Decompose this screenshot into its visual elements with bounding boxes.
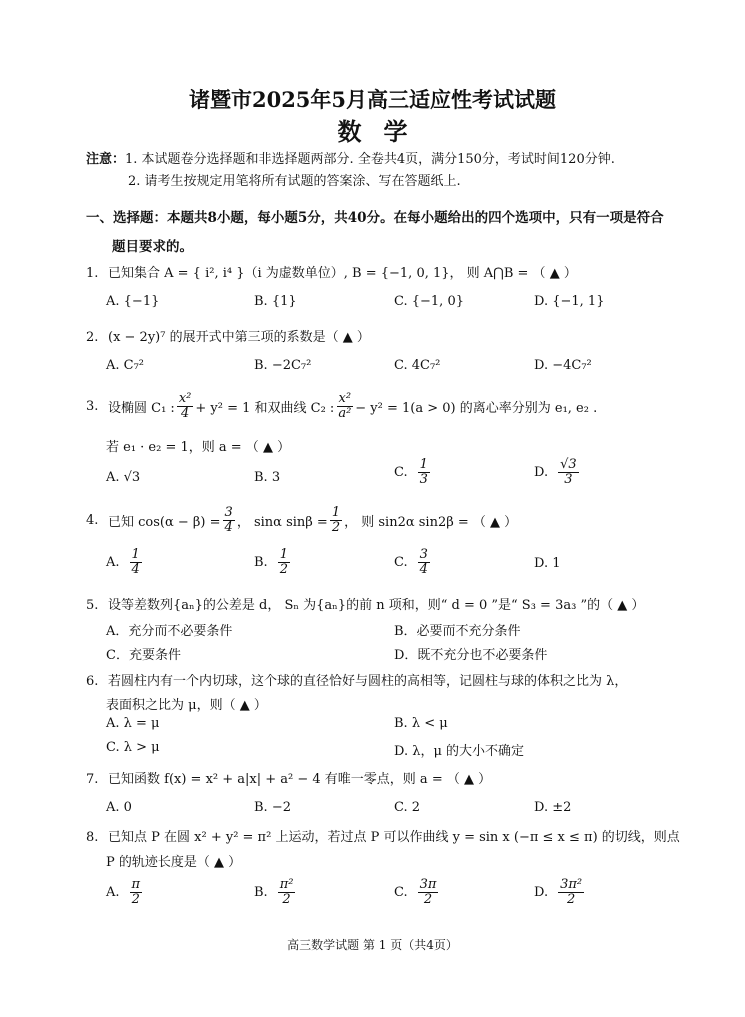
question-2 [86,326,370,345]
q2-option-d: D. −4C₇² [534,358,592,373]
fraction-denominator: 4 [180,405,190,421]
option-letter: D. [534,464,549,480]
fraction-denominator: 2 [423,891,433,907]
option-letter: D. [534,884,549,900]
q6-option-a: A. λ = μ [106,716,160,731]
fraction-denominator: 4 [419,561,428,577]
question-stem-part: 设椭圆 C₁ : [108,400,175,416]
question-stem: 已知函数 f(x) = x² + a|x| + a² − 4 有唯一零点，则 a = （ ▲ ） [108,772,492,787]
q2-option-a: A. C₇² [106,358,145,373]
question-stem-part: − y² = 1(a > 0) 的离心率分别为 e₁, e₂ . [355,400,598,416]
option-letter: B. [254,884,268,900]
question-stem-part: 已知 cos(α − β) = [108,514,221,530]
q5-option-c: C．充要条件 [106,648,181,663]
question-number: 1. [86,266,99,281]
option-letter: C. [394,884,408,900]
fraction-option [558,878,584,906]
question-stem: (x − 2y)⁷ 的展开式中第三项的系数是（ ▲ ） [108,330,370,345]
question-number: 3. [86,398,99,414]
fraction-option [418,548,430,576]
question-stem: 设等差数列{aₙ}的公差是 d， Sₙ 为{aₙ}的前 n 项和，则“ d = 0 ”是“ S₃ = 3a₃ ”的（ ▲ ） [108,598,645,613]
question-8 [86,826,680,845]
fraction-numerator: 3π² [560,877,583,892]
fraction-denominator: 2 [282,891,291,907]
option-letter: A. [106,884,120,900]
question-number: 8. [86,830,99,845]
fraction-option [130,548,142,576]
question-3 [86,392,597,420]
q8-option-c [394,878,440,906]
q6-option-c: C. λ > μ [106,740,160,755]
q3-option-d [534,458,581,486]
fraction-numerator: x² [338,391,352,406]
q7-option-b: B. −2 [254,800,291,815]
fraction-option [558,458,579,486]
section-header-line-2: 题目要求的。 [112,239,193,255]
fraction-numerator: 1 [331,505,341,520]
q3-option-a: A. √3 [106,470,141,485]
fraction-option [130,878,143,906]
q3-option-b: B. 3 [254,470,281,485]
fraction-denominator: a² [338,405,352,421]
question-7 [86,768,491,787]
q4-option-c [394,548,432,576]
q1-option-b: B. {1} [254,294,297,309]
fraction-denominator: 2 [331,519,341,535]
exam-title: 诸暨市2025年5月高三适应性考试试题 [188,87,557,112]
fraction-numerator: 3 [419,547,428,562]
q1-option-d: D. {−1, 1} [534,294,605,309]
option-letter: C. [394,554,408,570]
fraction-option [418,878,439,906]
q1-option-a: A. {−1} [106,294,160,309]
question-stem: 若圆柱内有一个内切球，这个球的直径恰好与圆柱的高相等，记圆柱与球的体积之比为 λ， [108,674,628,689]
q4-option-b [254,548,292,576]
question-number: 5. [86,598,99,613]
question-stem-part: + y² = 1 和双曲线 C₂ : [195,400,335,416]
q7-option-d: D. ±2 [534,800,572,815]
q5-option-a: A．充分而不必要条件 [106,624,233,639]
question-stem: 已知集合 A = { i², i⁴ }（i 为虚数单位）, B = {−1, 0, 1}， 则 A⋂B = （ ▲ ） [108,266,577,281]
question-number: 6. [86,674,99,689]
notes-text-1: 1. 本试题卷分选择题和非选择题两部分. 全卷共4页，满分150分，考试时间120分钟. [125,152,615,167]
fraction-denominator: 3 [564,471,573,487]
page-footer: 高三数学试题 第 1 页（共4页） [287,938,458,952]
fraction-option [278,878,296,906]
fraction-hyperbola [336,392,353,420]
fraction-numerator: x² [178,391,192,406]
q5-option-b: B．必要而不充分条件 [394,624,521,639]
q2-option-b: B. −2C₇² [254,358,312,373]
question-stem-part: ， sinα sinβ = [236,514,328,530]
q3-option-c [394,458,432,486]
fraction-denominator: 2 [131,891,140,907]
q5-option-d: D．既不充分也不必要条件 [394,648,548,663]
q8-option-d [534,878,586,906]
fraction-sin [330,506,342,534]
question-number: 4. [86,512,99,528]
question-number: 7. [86,772,99,787]
fraction-denominator: 3 [419,471,428,487]
option-letter: A. [106,554,120,570]
fraction-numerator: π [131,877,141,892]
fraction-ellipse [177,392,194,420]
fraction-denominator: 2 [566,891,576,907]
q8-line-2: P 的轨迹长度是（ ▲ ） [106,855,242,870]
q3-line-2: 若 e₁ · e₂ = 1，则 a = （ ▲ ） [106,440,291,455]
option-letter: B. [254,554,268,570]
fraction-option [418,458,430,486]
question-stem-part: ， 则 sin2α sin2β = （ ▲ ） [344,514,518,530]
question-stem: 已知点 P 在圆 x² + y² = π² 上运动，若过点 P 可以作曲线 y = sin x (−π ≤ x ≤ π) 的切线，则点 [108,830,680,845]
fraction-denominator: 2 [279,561,288,577]
q6-option-d: D. λ，μ 的大小不确定 [394,744,525,759]
q6-line-2: 表面积之比为 μ，则（ ▲ ） [106,698,267,713]
fraction-option [278,548,290,576]
fraction-cos [223,506,235,534]
fraction-numerator: 3π [419,877,437,892]
question-1 [86,262,577,281]
q4-option-a [106,548,144,576]
section-header-line-1: 一、选择题：本题共8小题，每小题5分，共40分。在每小题给出的四个选项中，只有一项是符合 [86,210,664,226]
fraction-numerator: 1 [131,547,140,562]
q2-option-c: C. 4C₇² [394,358,441,373]
q7-option-c: C. 2 [394,800,421,815]
fraction-numerator: 3 [224,505,233,520]
option-letter: C. [394,464,408,480]
notes-line-1 [86,148,615,167]
fraction-denominator: 4 [224,519,233,535]
q4-option-d: D. 1 [534,556,561,571]
notes-label: 注意： [86,152,126,167]
notes-line-2: 2. 请考生按规定用笔将所有试题的答案涂、写在答题纸上. [128,174,461,189]
fraction-numerator: 1 [419,457,428,472]
q8-option-b [254,878,297,906]
subject-title: 数学 [337,117,430,146]
q8-option-a [106,878,144,906]
q7-option-a: A. 0 [106,800,132,815]
q1-option-c: C. {−1, 0} [394,294,464,309]
fraction-denominator: 4 [131,561,140,577]
question-number: 2. [86,330,99,345]
q6-option-b: B. λ < μ [394,716,448,731]
question-4 [86,506,517,534]
question-6 [86,670,627,689]
fraction-numerator: π² [279,877,294,892]
question-5 [86,594,644,613]
fraction-numerator: √3 [560,457,577,472]
fraction-numerator: 1 [279,547,288,562]
